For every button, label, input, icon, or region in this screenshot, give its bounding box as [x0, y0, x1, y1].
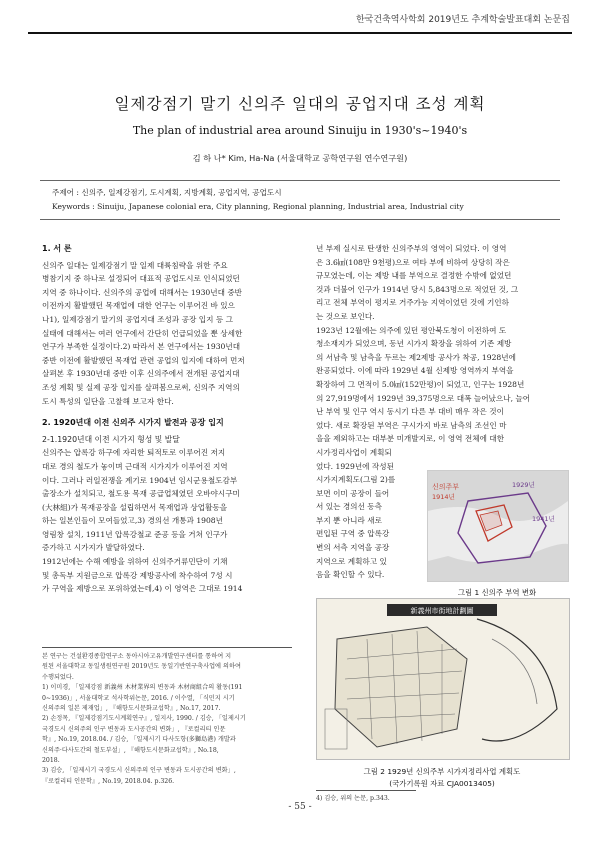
body-line: 도시 특성의 일단을 고찰해 보고자 한다.: [42, 396, 174, 406]
body-line: 시가지계획도(그림 2)를: [316, 475, 396, 485]
body-line: 보면 이미 공장이 들어: [316, 488, 390, 498]
body-line: 서 있는 경의선 동측: [316, 502, 382, 512]
fig1-label-1914: 1914년: [432, 493, 455, 501]
body-line: 살펴본 후 1930년대 중반 이후 신의주에서 전개된 공업지대: [42, 369, 240, 379]
body-line: 및 총독부 지원금으로 압록강 제방공사에 착수하여 7성 시: [42, 570, 233, 580]
footnote-line: 수행되었다.: [42, 673, 74, 681]
footnote-line: 신의주·다사도간의 철도부설」, 『해항도시문화교섭학』, No.18,: [42, 746, 219, 754]
keywords-box: [40, 180, 560, 220]
footnote-rule-right: [316, 790, 416, 791]
body-line: 연구가 부족한 실정이다.2) 따라서 본 연구에서는 1930년대: [42, 342, 241, 352]
body-line: 확장하여 그 면적이 5.0㎢(152만평)이 되었고, 인구는 1928년: [316, 379, 525, 389]
body-line: 이다. 그러나 러일전쟁을 계기로 1904년 임시군용철도감부: [42, 475, 238, 485]
figure-2-caption-line2: (국가기록원 자료 CJA0013405): [389, 779, 495, 788]
body-line: 중반 이전에 활발했던 목재업 관련 공업의 입지에 대하여 먼저: [42, 355, 245, 365]
paragraph-gap: [42, 408, 292, 414]
footnote-line: 본 연구는 건설환경종합연구소 동아시아고유개발연구센터를 통하여 지: [42, 653, 232, 660]
body-line: 의 서남측 및 남측을 두르는 제2제방 공사가 착공, 1928년에: [316, 352, 516, 362]
body-line: 실태에 대해서는 여러 연구에서 간단히 언급되었을 뿐 상세한: [42, 328, 243, 338]
footnote-line: 1) 이미경, 「일제강점 新義州 木材業界의 변동과 木材商組合의 활동(191: [42, 684, 243, 692]
body-line: 은 3.6㎢(108만 9천평)으로 여타 부에 비하여 상당히 작은: [316, 257, 510, 267]
body-line: 1912년에는 수해 예방을 위하여 신의주거류민단이 기채: [42, 557, 228, 567]
body-line: 규모였는데, 이는 제방 내를 부역으로 결정한 수밖에 없었던: [316, 271, 512, 281]
footnote-line: 국경도시 신의주의 인구 변동과 도시공간의 변화」, 『로컬리티 인문: [42, 725, 226, 733]
body-line: 대로 경의 철도가 놓이며 근대적 시가지가 이루어진 지역: [42, 461, 228, 471]
body-line: 음을 확인할 수 있다.: [316, 570, 385, 580]
body-line: 편입된 구역 중 압록강: [316, 529, 390, 539]
figure-1-caption: 그림 1 신의주 부역 변화: [457, 588, 537, 597]
body-line: 병참기지 중 하나로 설정되어 대표적 공업도시로 인식되었던: [42, 274, 240, 284]
body-line: 지역으로 계획하고 있: [316, 556, 387, 566]
body-line: 가 구역을 제방으로 포위하였는데,4) 이 영역은 그대로 1914: [42, 584, 243, 594]
figure-2-plan: [316, 598, 570, 760]
figure-2-caption-line1: 그림 2 1929년 신의주부 시가지정리사업 계획도: [363, 767, 521, 776]
body-line: 청소재지가 되었으며, 동년 시가지 확장을 위하여 기존 제방: [316, 339, 512, 349]
left-footnotes: [42, 652, 294, 787]
footnote-line: 원된 서울대학교 동일생원연구원 2019년도 동일기반연구축사업에 의하여: [42, 663, 241, 671]
body-line: 조성 계획 및 실제 공장 입지를 살펴봄으로써, 신의주 지역의: [42, 382, 240, 392]
body-line: 의 27,919명에서 1929년 39,375명으로 대폭 늘어났으나, 늘어: [316, 393, 531, 403]
body-line: 리고 전체 부역이 평지로 거주가능 지역이었던 것에 기인하: [316, 298, 509, 308]
body-line: 변의 서측 지역을 공장: [316, 543, 390, 553]
section-heading: 2. 1920년대 이전 신의주 시가지 발전과 공장 입지: [42, 418, 224, 428]
keywords-korean: 주제어 : 신의주, 일제강점기, 도시계획, 지방계획, 공업지역, 공업도시: [52, 188, 282, 197]
body-line: 하는 일본인들이 모여들었고,3) 경의선 개통과 1908년: [42, 516, 223, 526]
body-line: 년 부제 실시로 탄생한 신의주부의 영역이 되었다. 이 영역: [316, 244, 507, 253]
keywords-english: Keywords : Sinuiju, Japanese colonial era, City planning, Regional planning, Industrial area, Industrial city: [52, 202, 464, 211]
body-line: 었다. 1929년에 작성된: [316, 461, 394, 471]
left-column: [42, 242, 292, 596]
body-line: 신의주 일대는 일제강점기 말 일제 대륙침략을 위한 주요: [42, 260, 228, 270]
footnote-line: 0~1936)」, 서울대학교 석사학위논문, 2016. / 이수열, 「식민지 시기: [42, 694, 235, 702]
body-line: 을을 제외하고는 대부분 미개발지로, 이 영역 전체에 대한: [316, 434, 505, 444]
body-line: 부지 뿐 아니라 새로: [316, 515, 382, 525]
page-number: - 55 -: [288, 802, 312, 812]
body-line: 지역 중 하나이다. 신의주의 공업에 대해서는 1930년대 중반: [42, 287, 243, 297]
footnote-line: 2) 손정목, 『일제강점기도시계획연구』, 일지사, 1990. / 김승, 「일제시기: [42, 715, 246, 723]
body-line: 출장소가 설치되고, 철도용 목재 공급업체였던 오바야시구미: [42, 489, 240, 499]
conference-header: 한국건축역사학회 2019년도 추계학술발표대회 논문집: [355, 15, 570, 25]
body-line: 는 것으로 보인다.: [316, 311, 375, 321]
author-line: 김 하 나* Kim, Ha-Na (서울대학교 공학연구원 연수연구원): [192, 153, 408, 163]
paper-title-korean: 일제강점기 말기 신의주 일대의 공업지대 조성 계획: [114, 95, 486, 113]
body-line: 이전까지 활발했던 목재업에 대한 연구는 이루어진 바 있으: [42, 301, 235, 311]
section-heading: 1. 서 론: [42, 244, 72, 253]
body-line: 완공되었다. 이에 따라 1929년 4월 신제방 영역까지 부역을: [316, 366, 514, 376]
body-line: 난 부역 및 인구 역시 동시기 다른 부 대비 매우 작은 것이: [316, 407, 504, 417]
footnote-line: 3) 김승, 「일제시기 국경도시 신의주의 인구 변동과 도시공간의 변화」,: [42, 767, 236, 775]
body-line: 었다. 새로 확장된 부역은 구시가지 바로 남측의 조선인 마: [316, 420, 507, 430]
body-line: 증가하고 시가지가 발달하였다.: [42, 543, 145, 553]
footnote-rule-left: [42, 647, 292, 648]
body-line: 나1), 일제강점기 말기의 공업지대 조성과 공장 입지 등 그: [42, 314, 233, 324]
footnote-line: 4) 김승, 위의 논문, p.343.: [316, 795, 390, 802]
body-line: 것과 더불어 인구가 1914년 당시 5,843명으로 적었던 것, 그: [316, 284, 519, 294]
figure-1-map: [427, 470, 569, 582]
footnote-line: 학』, No.19, 2018.04. / 김승, 「일제시기 다사도항(多獅島港) 개발과: [42, 736, 236, 744]
footnote-line: 2018.: [42, 757, 60, 765]
body-line: (大林組)가 목재공장을 설립하면서 목재업과 상업활동을: [42, 502, 228, 512]
fig1-label-1941: 1941년: [532, 515, 555, 523]
fig1-label-sinuiju: 신의주부: [432, 483, 460, 491]
body-line: 신의주는 압록강 하구에 자리한 퇴적토로 이루어진 저지: [42, 448, 226, 458]
fig1-label-1929: 1929년: [512, 481, 535, 489]
paper-title-english: The plan of industrial area around Sinuiju in 1930's~1940's: [132, 124, 468, 137]
body-line: 1923년 12월에는 의주에 있던 평안북도청이 이전하여 도: [316, 325, 507, 335]
fig2-title: 新義州市街地計劃圖: [410, 607, 474, 615]
footnote-line: 신의주의 일본 제재업」, 『해항도시문화교섭학』, No.17, 2017.: [42, 705, 221, 713]
body-line: 영림창 설치, 1911년 압록강철교 준공 등을 거쳐 인구가: [42, 529, 228, 539]
footnote-line: 『로컬리티 인문학』, No.19, 2018.04. p.326.: [42, 777, 175, 785]
subsection-heading: 2-1.1920년대 이전 시가지 형성 및 발달: [42, 434, 180, 444]
body-line: 시가정리사업이 계획되: [316, 447, 392, 457]
